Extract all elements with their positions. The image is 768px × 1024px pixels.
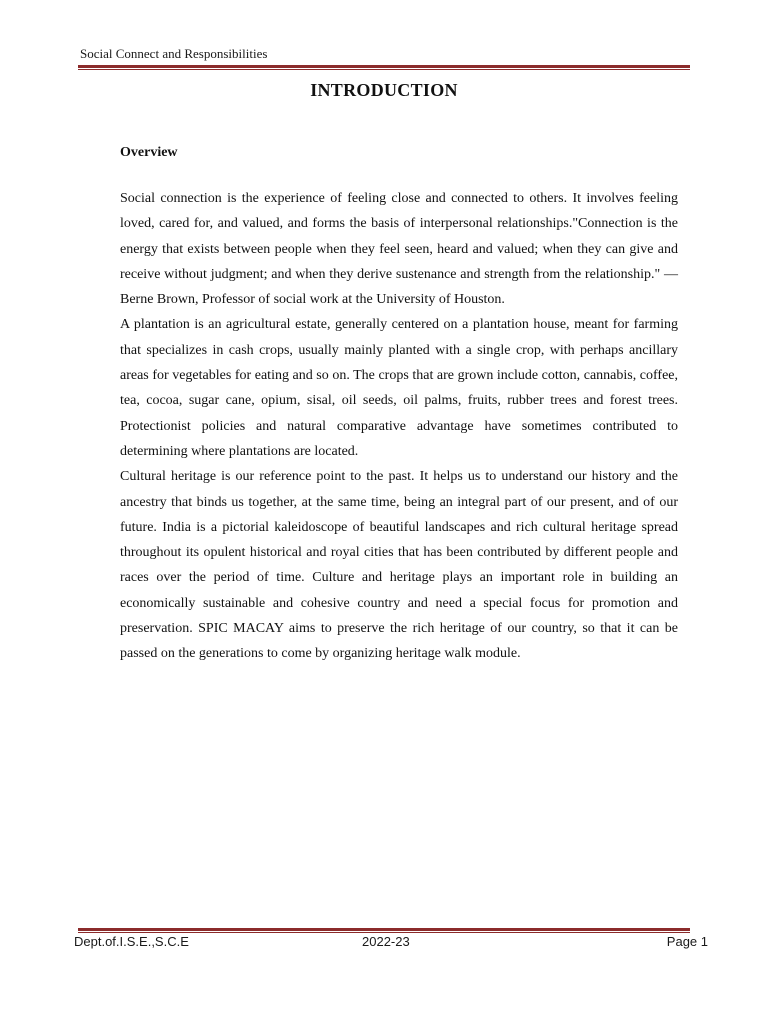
page-title: INTRODUCTION: [310, 80, 458, 100]
paragraph-cultural-heritage: Cultural heritage is our reference point to the past. It helps us to understand our history and the ancestry that binds us together, at the same time, being an integral part of our present, and of our future. India is a pictorial kaleidoscope of beautiful landscapes and rich cultural heritage spread throughout its opulent historical and royal cities that has been contributed by different people and races over the period of time. Culture and heritage plays an important role in building an economically sustainable and cohesive country and need a special focus for promotion and preservation. SPIC MACAY aims to preserve the rich heritage of our country, so that it can be passed on the generations to come by organizing heritage walk module.: [120, 469, 678, 662]
footer-year: 2022-23: [362, 934, 410, 949]
paragraph-plantation: A plantation is an agricultural estate, generally centered on a plantation house, meant for farming that specializes in cash crops, usually mainly planted with a single crop, with perhaps ancillary areas for vegetables for eating and so on. The crops that are grown include cotton, cannabis, coffee, tea, cocoa, sugar cane, opium, sisal, oil seeds, oil palms, fruits, rubber trees and forest trees. Protectionist policies and natural comparative advantage have sometimes contributed to determining where plantations are located.: [120, 317, 678, 459]
header-rule: [78, 65, 690, 70]
footer-department: Dept.of.I.S.E.,S.C.E: [74, 934, 189, 949]
footer-page-number: Page 1: [666, 934, 708, 949]
running-header: Social Connect and Responsibilities: [80, 46, 268, 61]
paragraph-social-connection: Social connection is the experience of feeling close and connected to others. It involves feeling loved, cared for, and valued, and forms the basis of interpersonal relationships."Connection is the energy that exists between people when they feel seen, heard and valued; when they can give and receive without judgment; and when they derive sustenance and strength from the relationship." —Berne Brown, Professor of social work at the University of Houston.: [120, 191, 678, 308]
section-heading: Overview: [120, 145, 178, 160]
page-footer: [74, 934, 708, 952]
body-text: [120, 186, 678, 667]
footer-rule: [78, 928, 690, 933]
